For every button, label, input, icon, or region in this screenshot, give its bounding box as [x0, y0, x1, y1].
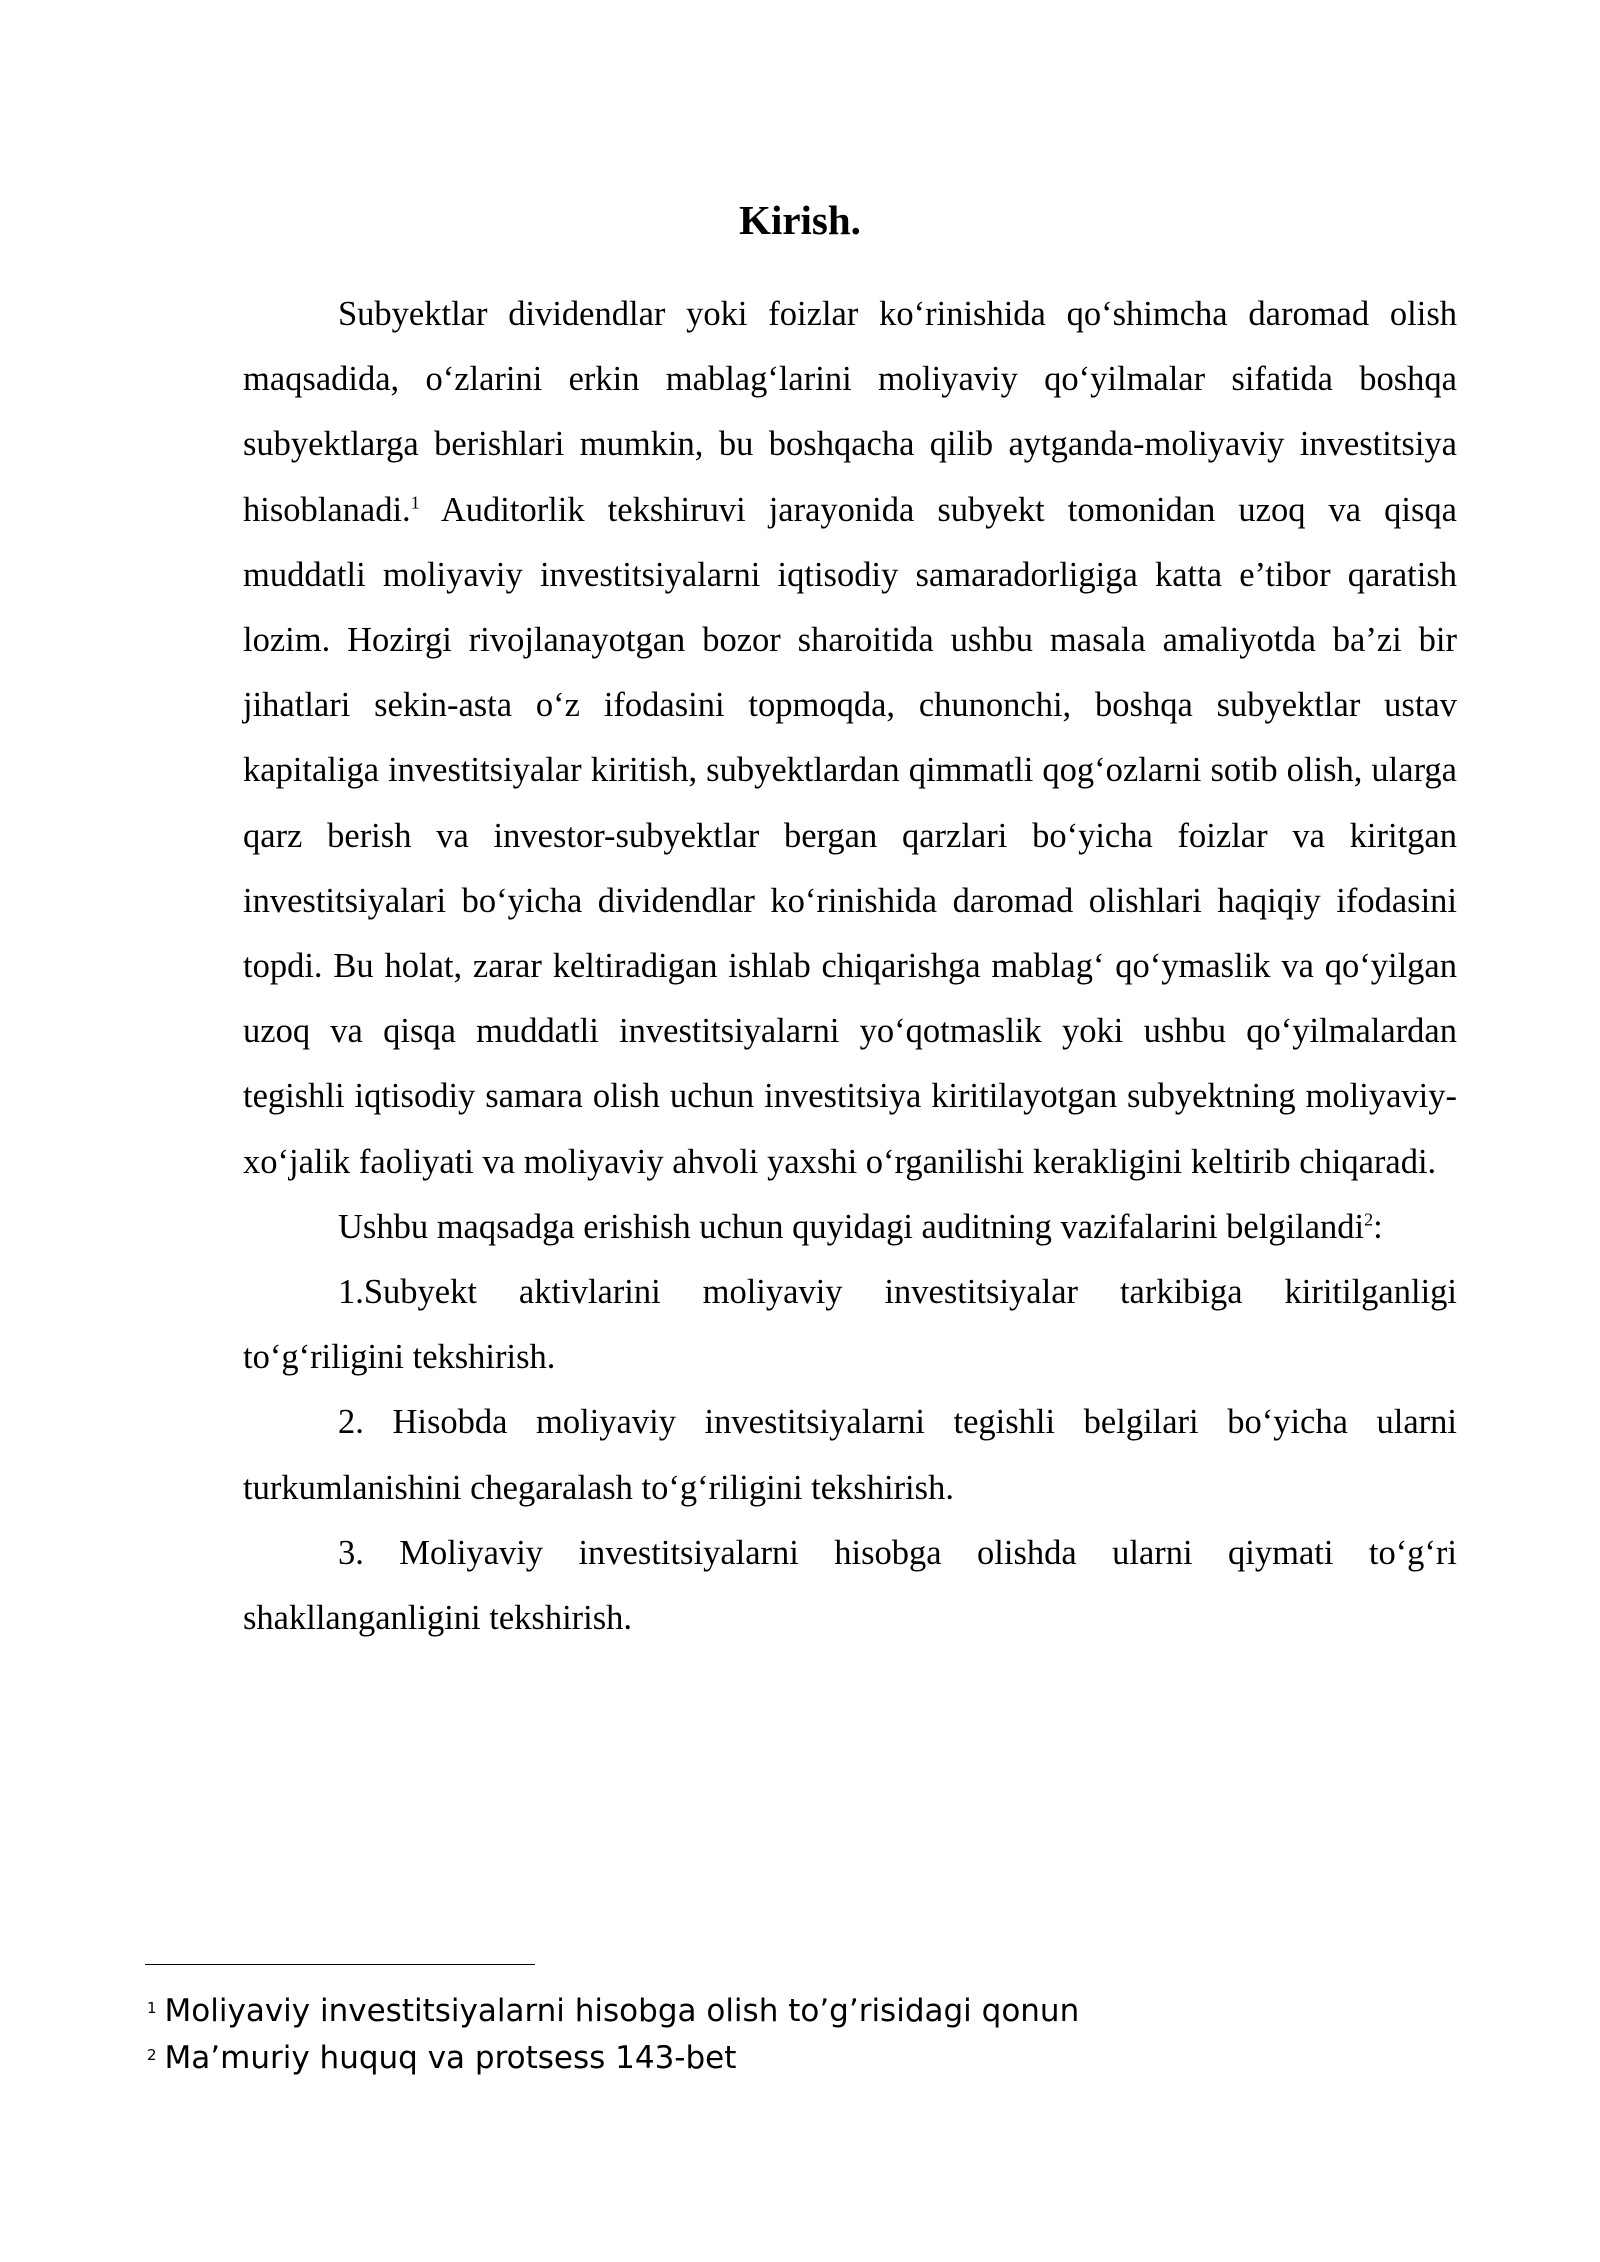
list-item-2 — [243, 1390, 1457, 1520]
footnotes — [147, 1988, 1447, 2082]
footnote-reference-2[interactable]: 2 — [1364, 1209, 1374, 1230]
paragraph-text: Auditorlik tekshiruvi jarayonida subyekt tomonidan uzoq va qisqa muddatli moliyaviy investitsiyalarni iqtisodiy samaradorligiga katta e’tibor qaratish lozim. Hozirgi rivojlanayotgan bozor sharoitida ushbu masala amaliyotda ba’zi bir jihatlari sekin-asta o‘z ifodasini topmoqda, chunonchi, boshqa subyektlar ustav kapitaliga investitsiyalar kiritish, subyektlardan qimmatli qog‘ozlarni sotib olish, ularga qarz berish va investor-subyektlar bergan qarzlari bo‘yicha foizlar va kiritgan investitsiyalari bo‘yicha dividendlar ko‘rinishida daromad olishlari haqiqiy ifodasini topdi. Bu holat, zarar keltiradigan ishlab chiqarishga mablag‘ qo‘ymaslik va qo‘yilgan uzoq va qisqa muddatli investitsiyalarni yo‘qotmaslik yoki ushbu qo‘yilmalardan tegishli iqtisodiy samara olish uchun investitsiya kiritilayotgan subyektning moliyaviy-xo‘jalik faoliyati va moliyaviy ahvoli yaxshi o‘rganilishi kerakligini keltirib chiqaradi. — [243, 490, 1457, 1181]
paragraph-intro — [243, 282, 1457, 1195]
paragraph-text: Subyektlar dividendlar yoki foizlar ko‘rinishida qo‘shimcha daromad olish maqsadida, o‘zlarini erkin mablag‘larini moliyaviy qo‘yilmalar sifatida boshqa subyektlarga berishlari mumkin, bu boshqacha qilib aytganda-moliyaviy investitsiya hisoblanadi. — [243, 295, 1457, 529]
footnote-text: Ma’muriy huquq va protsess 143-bet — [164, 2040, 737, 2076]
footnote-1 — [147, 1988, 1447, 2035]
list-item-1 — [243, 1260, 1457, 1390]
footnote-marker: 2 — [147, 2046, 157, 2064]
list-item-3 — [243, 1521, 1457, 1651]
footnote-separator — [145, 1964, 535, 1965]
body-text — [243, 282, 1457, 1651]
list-item-text: 2. Hisobda moliyaviy investitsiyalarni tegishli belgilari bo‘yicha ularni turkumlanishini chegaralash to‘g‘riligini tekshirish. — [243, 1403, 1457, 1507]
footnote-reference-1[interactable]: 1 — [410, 492, 420, 513]
footnote-2 — [147, 2035, 1447, 2082]
list-item-text: 1.Subyekt aktivlarini moliyaviy investitsiyalar tarkibiga kiritilganligi to‘g‘riligini tekshirish. — [243, 1273, 1457, 1377]
footnote-marker: 1 — [147, 1999, 157, 2017]
footnote-text: Moliyaviy investitsiyalarni hisobga olish to’g’risidagi qonun — [164, 1993, 1080, 2029]
paragraph-tasks-lead — [243, 1195, 1457, 1260]
paragraph-text: Ushbu maqsadga erishish uchun quyidagi auditning vazifalarini belgilandi — [338, 1207, 1365, 1246]
paragraph-text: : — [1373, 1207, 1383, 1246]
page-title: Kirish. — [739, 197, 861, 243]
list-item-text: 3. Moliyaviy investitsiyalarni hisobga olishda ularni qiymati to‘g‘ri shakllanganligini tekshirish. — [243, 1533, 1457, 1638]
